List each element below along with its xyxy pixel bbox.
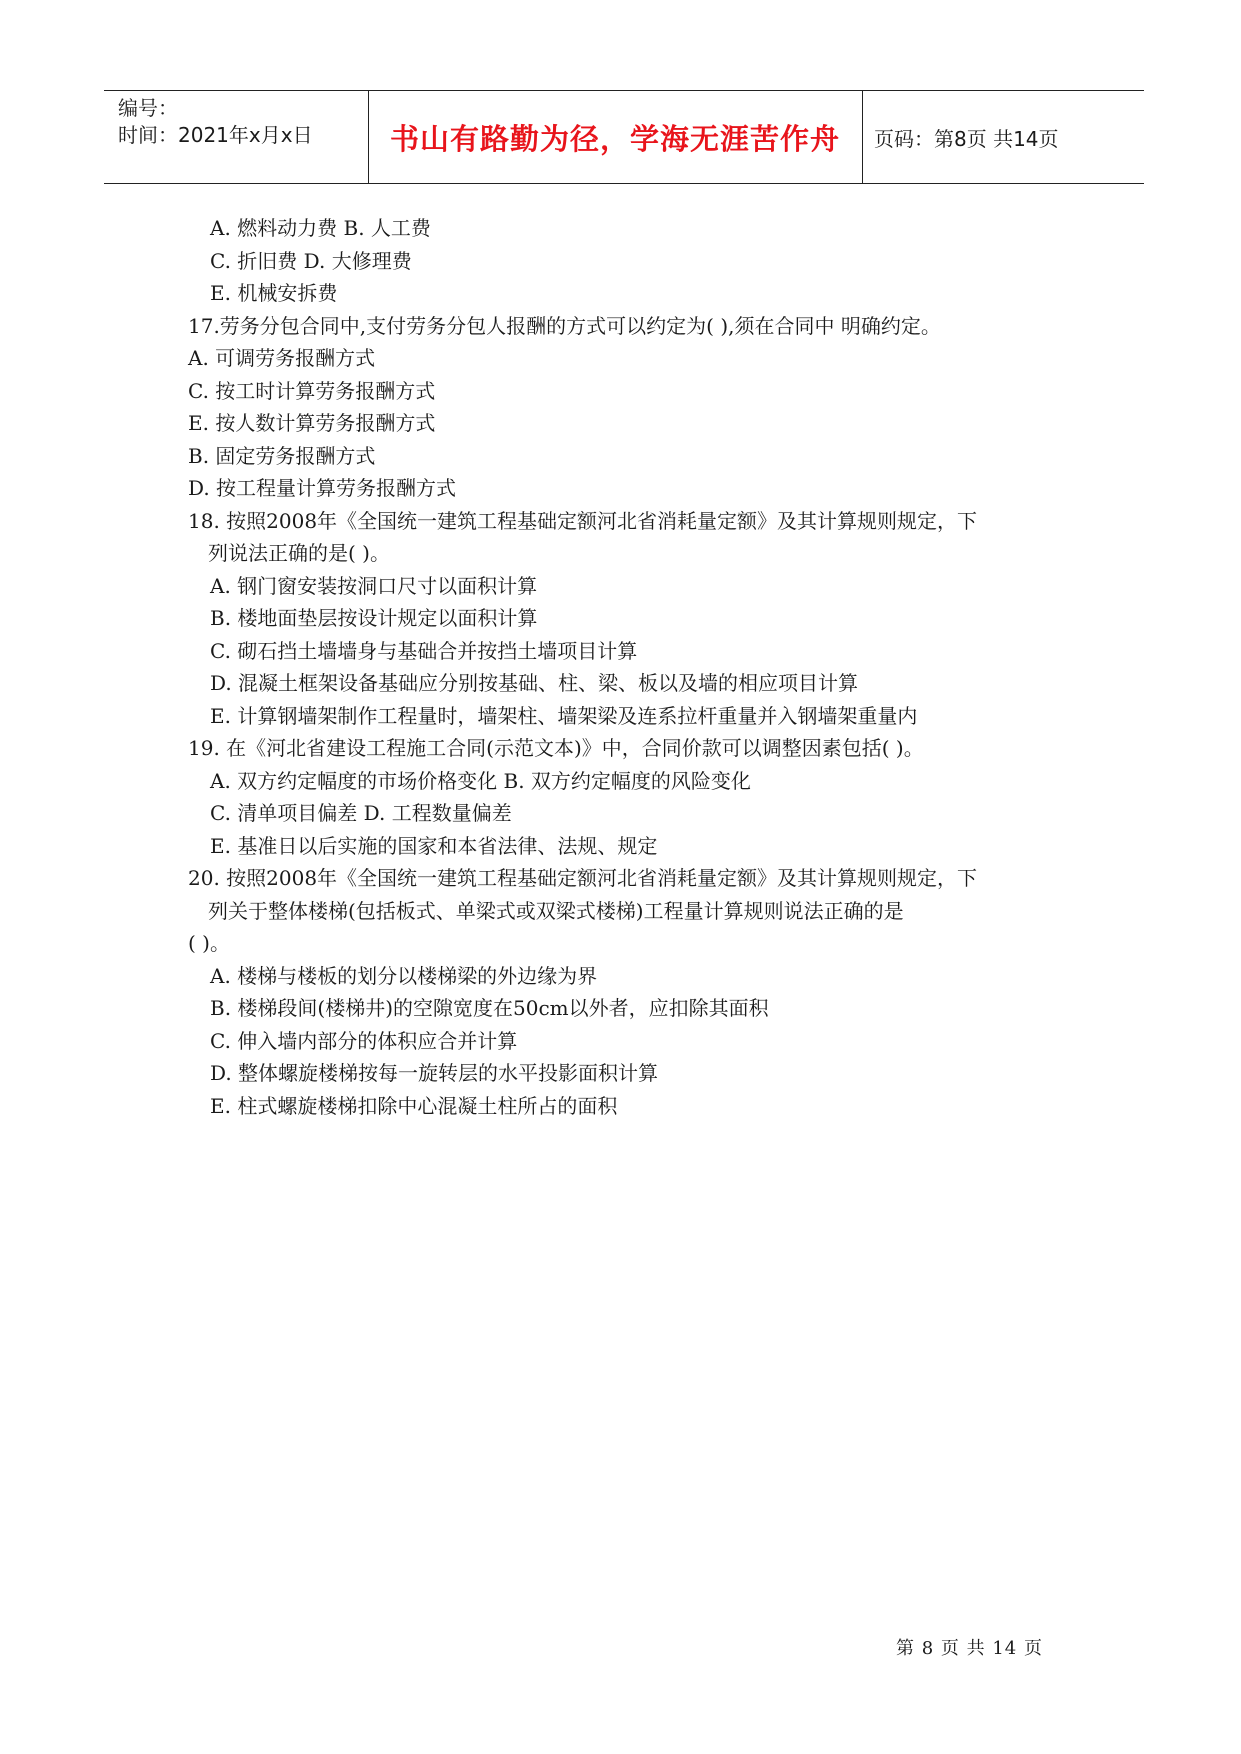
- text-line: A. 钢门窗安装按洞口尺寸以面积计算: [210, 573, 538, 598]
- text-line: 列说法正确的是( )。: [208, 541, 390, 565]
- text-line: 列关于整体楼梯(包括板式、单梁式或双梁式楼梯)工程量计算规则说法正确的是: [208, 898, 904, 923]
- text-line: 17.劳务分包合同中,支付劳务分包人报酬的方式可以约定为( ),须在合同中 明确约定。: [188, 313, 941, 338]
- text-line: C. 清单项目偏差 D. 工程数量偏差: [210, 801, 512, 825]
- text-line: D. 整体螺旋楼梯按每一旋转层的水平投影面积计算: [210, 1061, 659, 1085]
- text-line: C. 伸入墙内部分的体积应合并计算: [210, 1028, 518, 1053]
- time-label: 时间：2021年x月x日: [118, 123, 313, 147]
- footer-page-number: 第 8 页 共 14 页: [896, 1638, 1043, 1659]
- text-line: B. 固定劳务报酬方式: [188, 443, 376, 468]
- text-line: A. 楼梯与楼板的划分以楼梯梁的外边缘为界: [210, 963, 598, 988]
- text-line: E. 机械安拆费: [210, 281, 338, 305]
- text-line: A. 双方约定幅度的市场价格变化 B. 双方约定幅度的风险变化: [210, 768, 751, 793]
- header-divider-right: [862, 91, 863, 183]
- header-meta: [118, 95, 368, 149]
- text-line: A. 燃料动力费 B. 人工费: [210, 216, 431, 240]
- header-page-number: 页码：第8页 共14页: [874, 126, 1059, 151]
- document-body: [188, 212, 1068, 1122]
- text-line: 18. 按照2008年《全国统一建筑工程基础定额河北省消耗量定额》及其计算规则规定，下: [188, 508, 978, 533]
- text-line: B. 楼梯段间(楼梯井)的空隙宽度在50cm以外者，应扣除其面积: [210, 996, 769, 1020]
- text-line: D. 混凝土框架设备基础应分别按基础、柱、梁、板以及墙的相应项目计算: [210, 671, 859, 695]
- text-line: D. 按工程量计算劳务报酬方式: [188, 476, 457, 500]
- text-line: ( )。: [188, 931, 230, 955]
- text-line: E. 计算钢墙架制作工程量时，墙架柱、墙架梁及连系拉杆重量并入钢墙架重量内: [210, 703, 918, 728]
- text-line: 19. 在《河北省建设工程施工合同(示范文本)》中，合同价款可以调整因素包括( )。: [188, 736, 924, 760]
- text-line: A. 可调劳务报酬方式: [188, 346, 376, 370]
- text-line: B. 楼地面垫层按设计规定以面积计算: [210, 606, 538, 630]
- text-line: E. 按人数计算劳务报酬方式: [188, 411, 436, 435]
- text-line: C. 按工时计算劳务报酬方式: [188, 378, 436, 403]
- page-header: [104, 90, 1144, 184]
- header-motto: 书山有路勤为径，学海无涯苦作舟: [389, 121, 840, 156]
- text-line: 20. 按照2008年《全国统一建筑工程基础定额河北省消耗量定额》及其计算规则规定，下: [188, 866, 978, 890]
- text-line: E. 柱式螺旋楼梯扣除中心混凝土柱所占的面积: [210, 1093, 618, 1118]
- text-line: C. 砌石挡土墙墙身与基础合并按挡土墙项目计算: [210, 638, 638, 663]
- serial-label: 编号：: [118, 96, 178, 120]
- text-line: C. 折旧费 D. 大修理费: [210, 248, 412, 273]
- text-line: E. 基准日以后实施的国家和本省法律、法规、规定: [210, 833, 658, 858]
